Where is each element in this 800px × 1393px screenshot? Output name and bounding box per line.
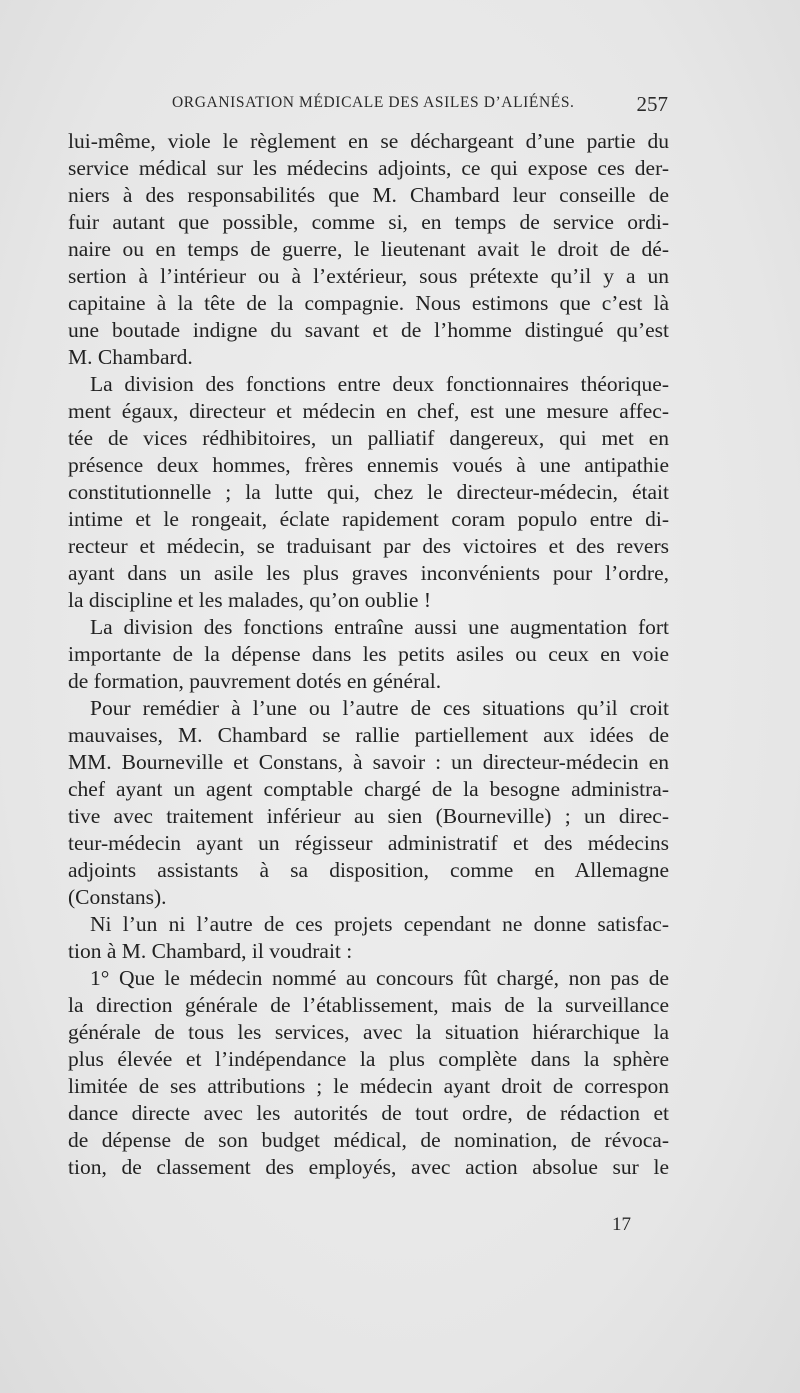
text-line: Ni l’un ni l’autre de ces projets cependant ne donne satisfac- [90,912,669,936]
text-line: limitée de ses attributions ; le médecin ayant droit de correspon [68,1074,669,1098]
text-line: Pour remédier à l’une ou l’autre de ces situations qu’il croit [90,696,669,720]
text-line: dance directe avec les autorités de tout ordre, de rédaction et [68,1101,669,1125]
text-line: intime et le rongeait, éclate rapidement coram populo entre di- [68,507,669,531]
text-line: tion, de classement des employés, avec action absolue sur le [68,1155,669,1179]
text-line: une boutade indigne du savant et de l’homme distingué qu’est [68,318,669,342]
text-line: naire ou en temps de guerre, le lieutenant avait le droit de dé- [68,237,669,261]
text-line: tive avec traitement inférieur au sien (Bourneville) ; un direc- [68,804,669,828]
text-line: importante de la dépense dans les petits asiles ou ceux en voie [68,642,669,666]
text-line: chef ayant un agent comptable chargé de la besogne administra- [68,777,669,801]
text-line: plus élevée et l’indépendance la plus complète dans la sphère [68,1047,669,1071]
text-line: M. Chambard. [68,345,193,369]
text-line: de formation, pauvrement dotés en général. [68,669,442,693]
text-line: ayant dans un asile les plus graves inconvénients pour l’ordre, [68,561,669,585]
text-line: La division des fonctions entre deux fonctionnaires théorique- [90,372,669,396]
signature-mark: 17 [612,1214,631,1235]
body-text [68,128,669,1181]
text-line: sertion à l’intérieur ou à l’extérieur, sous prétexte qu’il y a un [68,264,669,288]
text-line: la discipline et les malades, qu’on oublie ! [68,588,432,612]
text-line: présence deux hommes, frères ennemis voués à une antipathie [68,453,669,477]
text-line: 1° Que le médecin nommé au concours fût chargé, non pas de [90,966,669,990]
text-line: La division des fonctions entraîne aussi une augmentation fort [90,615,669,639]
text-line: de dépense de son budget médical, de nomination, de révoca- [68,1128,669,1152]
text-line: MM. Bourneville et Constans, à savoir : un directeur-médecin en [68,750,669,774]
text-line: mauvaises, M. Chambard se rallie partiellement aux idées de [68,723,669,747]
text-line: service médical sur les médecins adjoints, ce qui expose ces der- [68,156,669,180]
text-line: lui-même, viole le règlement en se déchargeant d’une partie du [68,129,669,153]
text-line: ment égaux, directeur et médecin en chef, est une mesure affec- [68,399,669,423]
running-title: ORGANISATION MÉDICALE DES ASILES D’ALIÉNÉS. [172,94,575,111]
text-line: tion à M. Chambard, il voudrait : [68,939,353,963]
text-line: teur-médecin ayant un régisseur administratif et des médecins [68,831,669,855]
page-header [68,92,668,122]
text-line: tée de vices rédhibitoires, un palliatif dangereux, qui met en [68,426,669,450]
text-line: niers à des responsabilités que M. Chambard leur conseille de [68,183,669,207]
text-line: capitaine à la tête de la compagnie. Nous estimons que c’est là [68,291,669,315]
text-line: recteur et médecin, se traduisant par des victoires et des revers [68,534,669,558]
text-line: adjoints assistants à sa disposition, comme en Allemagne [68,858,669,882]
page-number: 257 [636,92,668,116]
text-line: fuir autant que possible, comme si, en temps de service ordi- [68,210,669,234]
text-line: (Constans). [68,885,167,909]
text-line: générale de tous les services, avec la situation hiérarchique la [68,1020,669,1044]
text-line: la direction générale de l’établissement, mais de la surveillance [68,993,669,1017]
text-line: constitutionnelle ; la lutte qui, chez le directeur-médecin, était [68,480,669,504]
